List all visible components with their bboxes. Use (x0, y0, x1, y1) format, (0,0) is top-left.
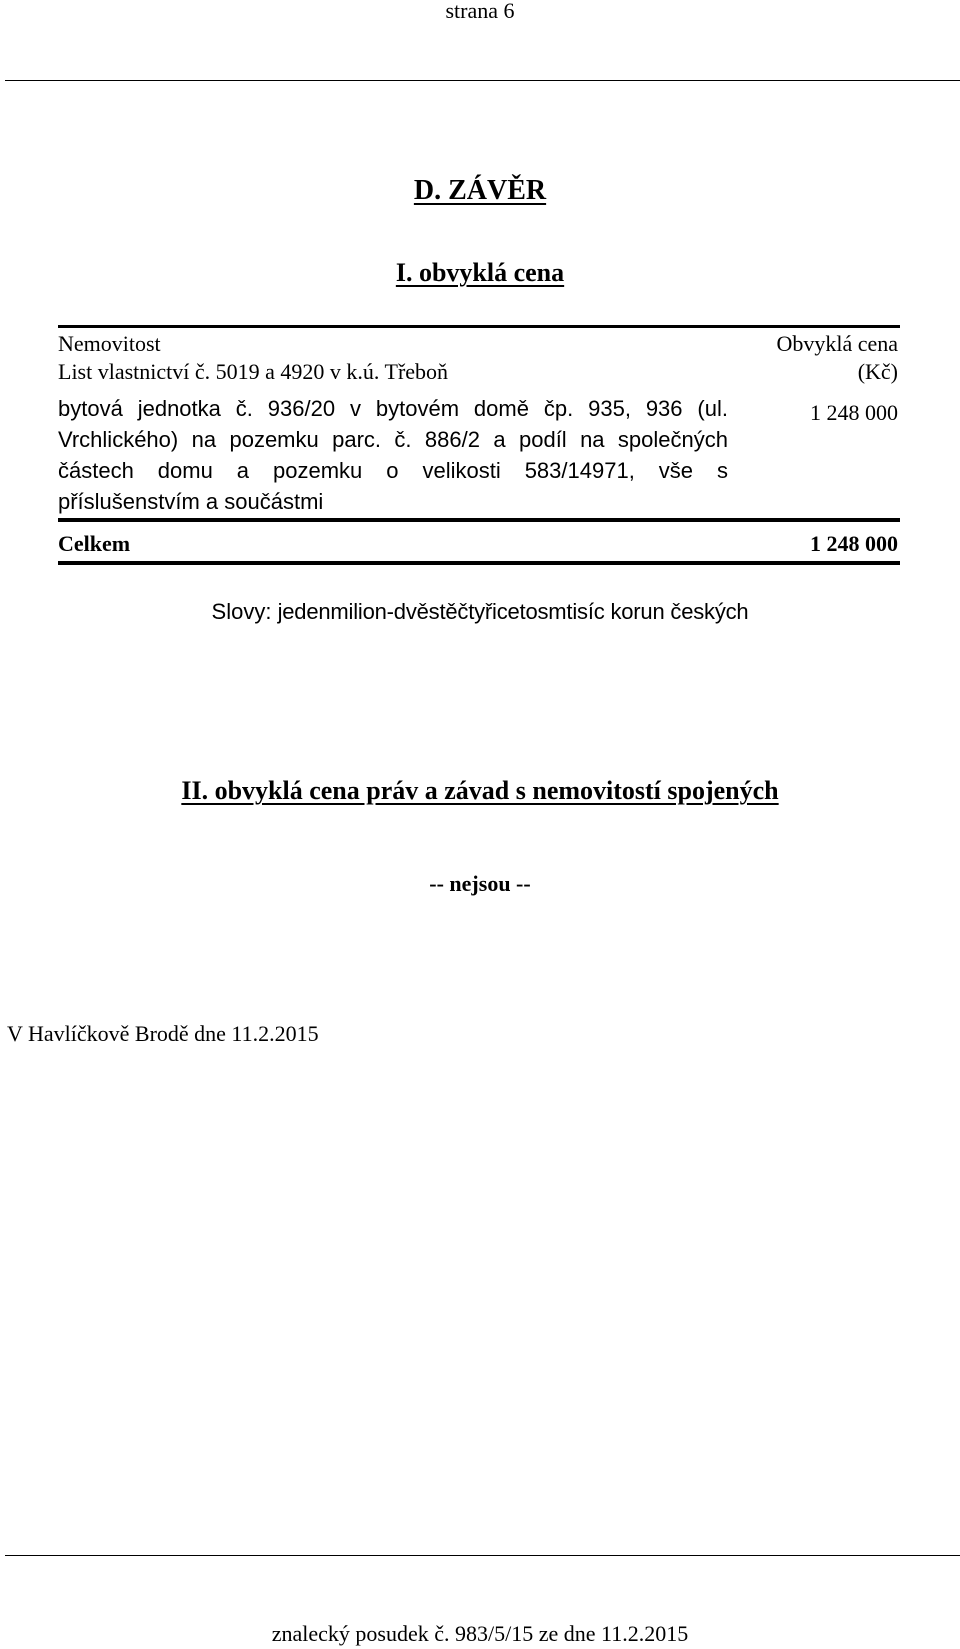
main-heading-text: D. ZÁVĚR (413, 175, 547, 206)
amount-in-words-value: jedenmilion-dvěstěčtyřicetosmtisíc korun českých (277, 599, 749, 624)
section1-title-text: I. obvyklá cena (395, 258, 565, 287)
table-top-rule (58, 325, 900, 328)
amount-in-words-label: Slovy: (211, 599, 272, 624)
table-header-price-label: Obvyklá cena (776, 331, 898, 356)
header-rule (5, 80, 960, 81)
footer-rule (5, 1555, 960, 1556)
main-heading (0, 176, 960, 206)
table-header-ownership: List vlastnictví č. 5019 a 4920 v k.ú. Třeboň (58, 359, 449, 384)
table-row-description: bytová jednotka č. 936/20 v bytovém domě čp. 935, 936 (ul. Vrchlického) na pozemku parc. č. 886/2 a podíl na společných částech domu a pozemku o velikosti 583/14971, vše s příslušenstvím a součástmi (58, 396, 728, 514)
table-header-property (58, 330, 448, 386)
place-and-date: V Havlíčkově Brodě dne 11.2.2015 (7, 1021, 319, 1046)
table-row-value: 1 248 000 (810, 400, 898, 425)
total-value: 1 248 000 (810, 531, 898, 556)
section2-value: -- nejsou -- (429, 871, 531, 896)
section2-title-text: II. obvyklá cena práv a závad s nemovitostí spojených (181, 776, 779, 805)
page-number: strana 6 (445, 0, 515, 23)
footer-text: znalecký posudek č. 983/5/15 ze dne 11.2.2015 (271, 1621, 689, 1646)
total-rule-bottom (58, 561, 900, 565)
total-rule-top (58, 518, 900, 522)
table-header-property-label: Nemovitost (58, 331, 161, 356)
table-header-price (700, 330, 898, 386)
table-header-currency: (Kč) (857, 359, 898, 384)
section1-title (0, 258, 960, 288)
total-label: Celkem (58, 531, 131, 556)
amount-in-words (0, 598, 960, 626)
section2-title (0, 776, 960, 806)
